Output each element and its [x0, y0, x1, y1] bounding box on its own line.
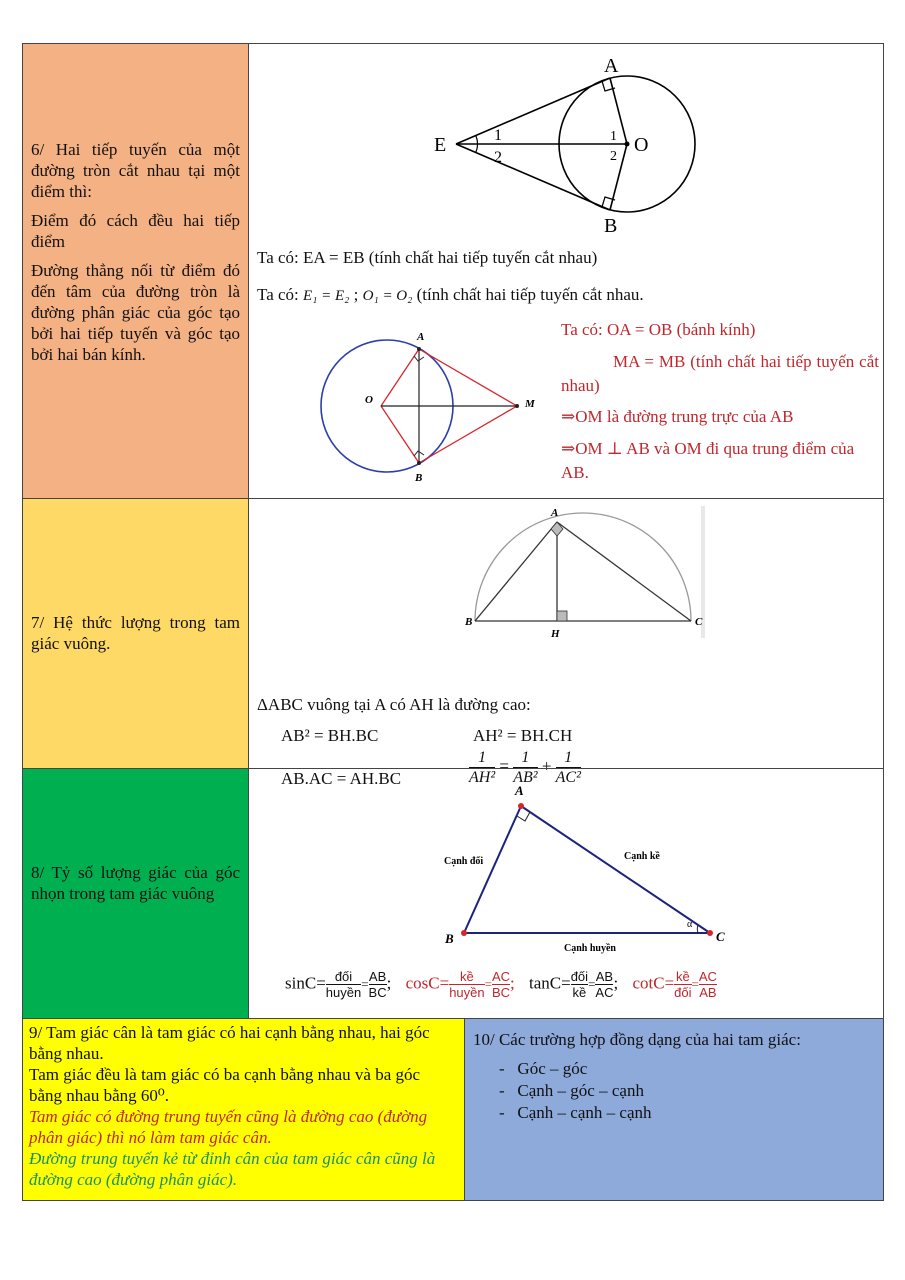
line-ea [456, 78, 610, 144]
row-9-line-4: Đường trung tuyến kẻ từ đỉnh cân của tam giác cân cũng là đường cao (đường phân giác). [29, 1149, 436, 1189]
label-c-7: C [695, 616, 703, 628]
num: đối [334, 969, 353, 984]
num: AB [368, 969, 387, 984]
formula-ab-ac: AB.AC = AH.BC [281, 769, 402, 788]
row-9-line-2: Tam giác đều là tam giác có ba cạnh bằng nhau và ba góc bằng nhau bằng 60⁰. [29, 1065, 421, 1105]
semicircle [475, 513, 691, 621]
summary-sheet [22, 43, 884, 1201]
eq: = [664, 973, 675, 993]
point-c-8 [707, 930, 713, 936]
label-o1: 1 [610, 129, 617, 144]
frac [699, 969, 717, 1000]
row-7 [22, 498, 884, 788]
eq: = [316, 973, 326, 993]
frac [369, 969, 387, 1000]
frac-den: AB² [513, 769, 538, 786]
label-o: O [634, 134, 649, 156]
frac [595, 969, 613, 1000]
side-ab-8 [464, 806, 521, 933]
row-8 [22, 768, 884, 1019]
point-b-8 [461, 930, 467, 936]
end: ; [386, 973, 392, 993]
row-6-line-2 [257, 284, 644, 307]
label-e2: 2 [494, 149, 502, 166]
den: huyền [449, 985, 485, 1000]
angle-arc-c [697, 925, 698, 933]
label-e1: 1 [494, 127, 502, 144]
ratio-cot [632, 969, 716, 1000]
trig-triangle-figure [414, 779, 734, 954]
end: ; [510, 973, 515, 993]
eq: = [439, 973, 450, 993]
label-e: E [434, 134, 447, 156]
frac [326, 969, 361, 1000]
point-o [625, 142, 630, 147]
row-8-content-cell [249, 769, 883, 1018]
num: kề [460, 969, 474, 984]
row-9-line-3: Tam giác có đường trung tuyến cũng là đường cao (đường phân giác) thì nó làm tam giác cân. [29, 1107, 428, 1147]
eq: = [588, 976, 596, 992]
tangent-figure-1 [424, 54, 724, 244]
row-7-intro: ΔABC vuông tại A có AH là đường cao: [257, 695, 531, 714]
num: AC [491, 969, 511, 984]
label-a: A [604, 55, 619, 77]
frac-num: 1 [521, 749, 530, 766]
row-7-title: 7/ Hệ thức lượng trong tam giác vuông. [31, 613, 240, 653]
label-a-7: A [551, 507, 559, 519]
ratio-name: cosC [405, 973, 440, 993]
frac [449, 969, 484, 1000]
case-item: - Cạnh – cạnh – cạnh [499, 1103, 652, 1122]
end: ; [613, 973, 619, 993]
den: kề [572, 985, 587, 1000]
label-adjacent: Cạnh kề [624, 851, 660, 862]
row-10-title: 10/ Các trường hợp đồng dạng của hai tam giác: [473, 1030, 801, 1049]
num: AB [595, 969, 614, 984]
frac-den: AH² [469, 769, 496, 786]
line-2-eq-e: E₁ = E₂ [303, 288, 350, 304]
den: đối [674, 985, 692, 1000]
ratio-cos [406, 969, 515, 1000]
row-8-title: 8/ Tỷ số lượng giác của góc nhọn trong tam giác vuông [31, 863, 240, 903]
row-6-red-4: ⇒OM ⊥ AB và OM đi qua trung điểm của AB. [561, 439, 855, 482]
line-2-suffix: (tính chất hai tiếp tuyến cắt nhau. [416, 285, 644, 304]
den: AB [699, 985, 717, 1000]
line-oa-2 [381, 349, 419, 406]
label-b: B [604, 215, 618, 237]
eq: = [561, 973, 571, 993]
formula-ah2: AH² = BH.CH [473, 726, 573, 745]
label-b-7: B [465, 616, 473, 628]
row-6-content-cell [249, 44, 883, 498]
row-9-10 [22, 1018, 884, 1201]
row-6-red-2: MA = MB (tính chất hai tiếp tuyến cắt nhau) [561, 352, 879, 395]
ratio-sin [285, 969, 391, 1000]
num: kề [675, 969, 690, 984]
case-item: - Cạnh – góc – cạnh [499, 1081, 644, 1100]
case-item: - Góc – góc [499, 1059, 588, 1078]
row-6-theory [31, 139, 240, 373]
frac [492, 969, 510, 1000]
eq: = [484, 976, 492, 992]
frac-num: 1 [564, 749, 573, 766]
frac [674, 969, 691, 1000]
row-9-cell [23, 1019, 465, 1200]
point-b-2 [417, 461, 421, 465]
ratio-tan [529, 969, 618, 1000]
eq: = [361, 976, 369, 992]
line-2-eq-o: O₁ = O₂ [362, 288, 413, 304]
label-a-8: A [515, 783, 524, 798]
row-6-prop-1: Điểm đó cách đều hai tiếp điểm [31, 211, 240, 251]
row-7-theory [31, 612, 240, 662]
point-a-8 [518, 803, 524, 809]
line-am [419, 349, 517, 406]
label-o2: 2 [610, 149, 617, 164]
equals-sign: = [499, 756, 509, 776]
row-8-label-cell [23, 769, 249, 1018]
case-text: Cạnh – góc – cạnh [517, 1081, 644, 1100]
row-10-cell [465, 1019, 883, 1200]
altitude-figure [445, 504, 705, 649]
eq: = [691, 976, 699, 992]
similarity-cases [499, 1058, 875, 1124]
line-2-sep: ; [353, 285, 359, 304]
row-8-theory [31, 862, 240, 912]
den: AC [595, 985, 614, 1000]
row-6-red-3: ⇒OM là đường trung trực của AB [561, 407, 794, 426]
den: huyền [325, 985, 362, 1000]
row-6-red-1: Ta có: OA = OB (bánh kính) [561, 320, 756, 339]
line-2-prefix: Ta có: [257, 285, 299, 304]
line-eb [456, 144, 610, 210]
side-ac-8 [521, 806, 710, 933]
den: BC [491, 985, 511, 1000]
row-6-prop-2: Đường thẳng nối từ điểm đó đến tâm của đường tròn là đường phân giác của góc tạo bởi hai tiếp tuyến và góc tạo bởi hai bán kính. [31, 261, 240, 364]
frac-den: AC² [555, 769, 581, 786]
line-ob-2 [381, 406, 419, 463]
line-bm [419, 406, 517, 463]
right-angle-a-8 [517, 812, 530, 821]
label-c-8: C [716, 929, 725, 944]
row-6-title: 6/ Hai tiếp tuyến của một đường tròn cắt nhau tại một điểm thì: [31, 140, 240, 201]
label-h-7: H [551, 628, 560, 640]
label-m-2: M [525, 398, 535, 410]
right-angle-a-7 [551, 522, 563, 536]
frac-num: 1 [478, 749, 487, 766]
row-6 [22, 43, 884, 499]
label-o-2: O [365, 394, 373, 406]
frac [571, 969, 588, 1000]
row-7-content-cell [249, 499, 883, 788]
side-ac [557, 522, 691, 621]
row-6-line-1: Ta có: EA = EB (tính chất hai tiếp tuyến cắt nhau) [257, 248, 598, 267]
label-b-8: B [445, 931, 454, 946]
tangent-figure-2 [289, 327, 569, 487]
trig-ratios [285, 969, 727, 1000]
label-a-2: A [417, 331, 425, 343]
case-text: Góc – góc [517, 1059, 588, 1078]
row-7-label-cell [23, 499, 249, 768]
label-hypotenuse: Cạnh huyền [564, 943, 616, 954]
point-m-2 [515, 404, 519, 408]
ratio-name: tanC [529, 973, 562, 993]
label-b-2: B [415, 472, 423, 484]
ratio-name: sinC [285, 973, 317, 993]
formula-ab2: AB² = BH.BC [281, 726, 379, 745]
label-opposite: Cạnh đối [444, 856, 484, 867]
num: đối [570, 969, 589, 984]
right-angle-h-7 [557, 611, 567, 621]
row-6-label-cell [23, 44, 249, 498]
den: BC [368, 985, 387, 1000]
ratio-name: cotC [632, 973, 665, 993]
case-text: Cạnh – cạnh – cạnh [517, 1103, 652, 1122]
row-9-line-1: 9/ Tam giác cân là tam giác có hai cạnh bằng nhau, hai góc bằng nhau. [29, 1023, 430, 1063]
label-alpha: α [687, 919, 693, 930]
plus-sign: + [541, 756, 552, 776]
num: AC [698, 969, 717, 984]
point-a-2 [417, 347, 421, 351]
